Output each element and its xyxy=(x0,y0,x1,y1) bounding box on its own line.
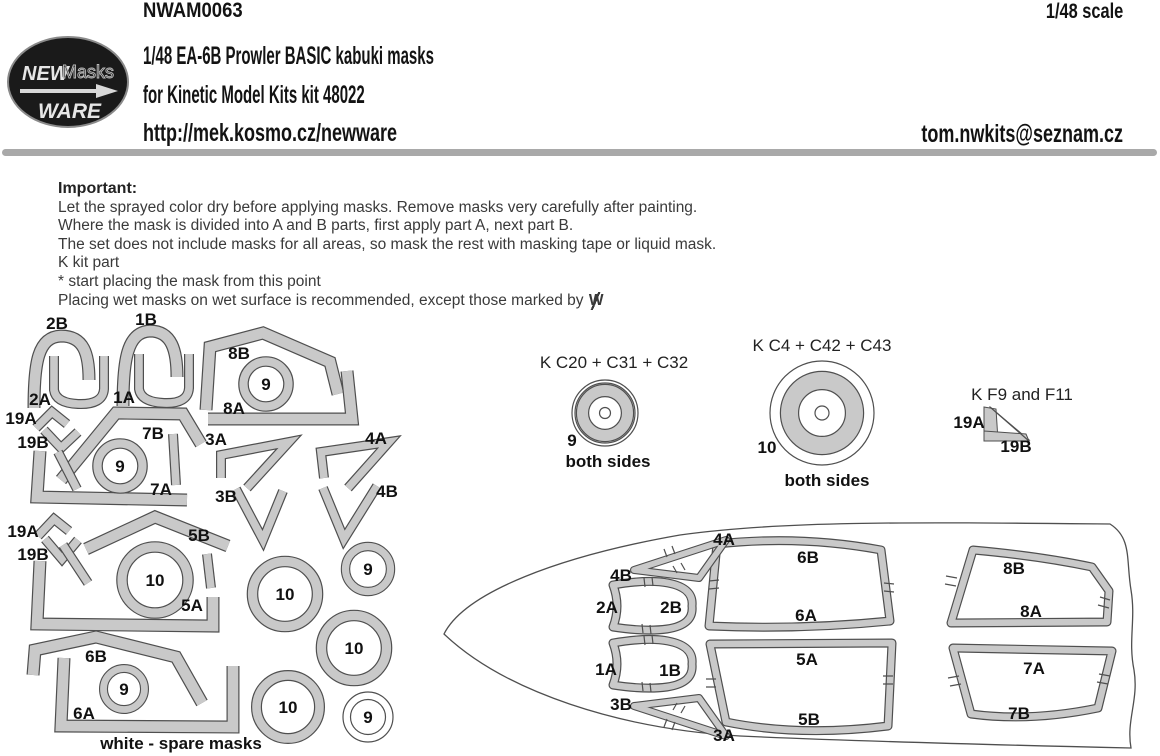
sheet-label-8A: 8A xyxy=(223,399,245,418)
sheet-label-5B: 5B xyxy=(188,526,210,545)
sheet-label-4B: 4B xyxy=(376,482,398,501)
mask-diagrams xyxy=(0,300,1160,756)
crossed-w-symbol: W xyxy=(588,291,604,309)
wheel-number: 9 xyxy=(567,431,577,450)
plane-label-8B: 8B xyxy=(1003,559,1025,578)
ring-number: 9 xyxy=(119,680,129,699)
product-title: 1/48 EA-6B Prowler BASIC kabuki masks xyxy=(143,42,434,70)
wheel-hub xyxy=(600,408,611,419)
mask-shape-4B xyxy=(323,486,377,539)
sheet-label-19B: 19B xyxy=(17,433,49,452)
plane-label-5A: 5A xyxy=(796,650,818,669)
instructions-block xyxy=(58,180,716,310)
sheet-label-3B: 3B xyxy=(215,487,237,506)
mask-shape-19A-2 xyxy=(38,519,69,536)
plane-label-6A: 6A xyxy=(795,606,817,625)
wheel-title: K C20 + C31 + C32 xyxy=(539,353,689,372)
plane-label-7B: 7B xyxy=(1008,704,1030,723)
product-subtitle: for Kinetic Model Kits kit 48022 xyxy=(143,81,365,109)
contact-email: tom.nwkits@seznam.cz xyxy=(921,120,1123,148)
instruction-line: Placing wet masks on wet surface is recommended, except those marked by W xyxy=(58,291,604,309)
sheet-label-4A: 4A xyxy=(365,429,387,448)
mask-shape-19A xyxy=(36,412,67,428)
sheet-label-3A: 3A xyxy=(205,430,227,449)
wheel-number: 10 xyxy=(757,438,777,457)
instruction-line: Where the mask is divided into A and B parts, first apply part A, next part B. xyxy=(58,217,574,235)
plane-label-3A: 3A xyxy=(713,726,735,745)
plane-label-2B: 2B xyxy=(660,598,682,617)
mask-sheet xyxy=(5,310,397,753)
sheet-label-8B: 8B xyxy=(228,344,250,363)
ring-number: 9 xyxy=(261,375,271,394)
mask-shape-19B xyxy=(44,430,78,448)
fin-label-19B: 19B xyxy=(1000,437,1032,456)
plane-label-4B: 4B xyxy=(610,566,632,585)
wheel-diagram-c4 xyxy=(753,336,892,490)
ring-number: 10 xyxy=(145,571,165,590)
instruction-line: The set does not include masks for all areas, so mask the rest with masking tape or liquid mask. xyxy=(58,235,717,253)
sheet-label-19A-2: 19A xyxy=(7,522,39,541)
newware-logo xyxy=(4,34,136,134)
sheet-label-1A: 1A xyxy=(113,388,135,407)
ring-number: 9 xyxy=(363,708,373,727)
logo-text-new: NEW xyxy=(22,63,69,85)
plane-label-8A: 8A xyxy=(1020,602,1042,621)
instruction-line: Let the sprayed color dry before applying masks. Remove masks very carefully after painting. xyxy=(58,198,698,216)
sheet-label-6A: 6A xyxy=(73,704,95,723)
plane-label-3B: 3B xyxy=(610,695,632,714)
logo-text-masks: Masks xyxy=(62,62,115,82)
fin-title: K F9 and F11 xyxy=(971,385,1073,404)
wheel-diagram-c20 xyxy=(540,353,688,471)
sheet-label-2B: 2B xyxy=(46,314,68,333)
sheet-label-7A: 7A xyxy=(150,480,172,499)
instruction-line: K kit part xyxy=(58,254,120,272)
mask-shape-2A xyxy=(54,356,104,404)
header-divider xyxy=(2,149,1157,156)
plane-label-1A: 1A xyxy=(595,660,617,679)
plane-label-6B: 6B xyxy=(797,548,819,567)
wheel-hub xyxy=(815,406,829,420)
sheet-label-19B-2: 19B xyxy=(17,545,49,564)
mask-shape-3A xyxy=(221,442,289,488)
sheet-label-5A: 5A xyxy=(181,596,203,615)
fuselage-diagram xyxy=(444,523,1135,748)
plane-label-2A: 2A xyxy=(596,598,618,617)
scale-label: 1/48 scale xyxy=(1045,0,1123,23)
sheet-label-19A: 19A xyxy=(5,409,37,428)
sheet-label-7B: 7B xyxy=(142,424,164,443)
mask-shape-3B xyxy=(236,489,283,540)
sheet-label-2A: 2A xyxy=(29,390,51,409)
wheel-note: both sides xyxy=(784,471,870,490)
sheet-label-1B: 1B xyxy=(135,310,157,329)
wheel-note: both sides xyxy=(565,452,651,471)
instructions-heading: Important: xyxy=(58,180,138,197)
wheel-title: K C4 + C42 + C43 xyxy=(752,336,892,355)
ring-number: 10 xyxy=(278,698,298,717)
product-code: NWAM0063 xyxy=(143,0,243,22)
logo-text-ware: WARE xyxy=(38,100,101,123)
sheet-label-6B: 6B xyxy=(85,647,107,666)
ring-number: 9 xyxy=(115,457,125,476)
ring-number: 10 xyxy=(344,639,364,658)
plane-label-4A: 4A xyxy=(713,530,735,549)
fin-mask-diagram xyxy=(953,385,1072,456)
ring-number: 10 xyxy=(275,585,295,604)
website-url: http://mek.kosmo.cz/newware xyxy=(143,119,398,147)
ring-number: 9 xyxy=(363,560,373,579)
spare-masks-caption: white - spare masks xyxy=(100,734,262,753)
fin-label-19A: 19A xyxy=(953,413,985,432)
plane-label-7A: 7A xyxy=(1023,659,1045,678)
plane-label-5B: 5B xyxy=(798,710,820,729)
instruction-line: * start placing the mask from this point xyxy=(58,272,321,290)
plane-label-1B: 1B xyxy=(659,661,681,680)
